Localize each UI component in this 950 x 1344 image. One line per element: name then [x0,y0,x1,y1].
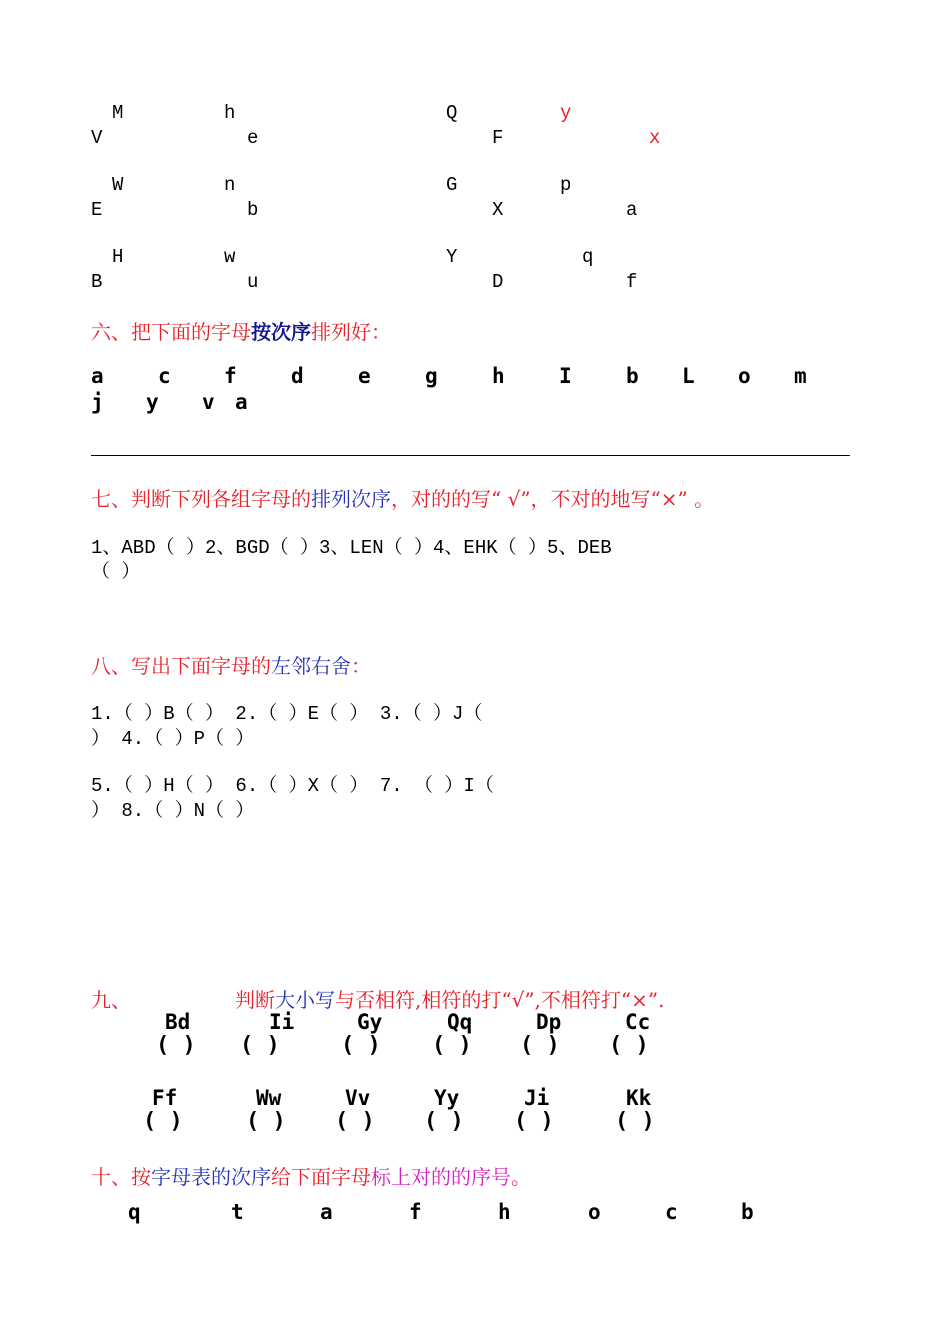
sort-letter: y [146,390,159,414]
grid-letter: Q [446,102,458,124]
section-8-title-part2: 左邻右舍 [271,654,351,678]
section-6-title [91,316,391,345]
section-10-title [91,1161,531,1190]
answer-parentheses: ( ) [335,1109,375,1134]
section-6-title-part1: 六、把下面的字母 [91,320,251,344]
sort-letter: a [91,364,104,388]
section-8-title [91,650,371,679]
sort-letter: g [425,364,438,388]
grid-letter: y [560,102,572,124]
grid-letter: f [626,271,638,293]
grid-letter: n [224,174,236,196]
section-8-title-part1: 八、写出下面字母的 [91,654,271,678]
order-letter: c [665,1200,678,1224]
order-letter: t [231,1200,244,1224]
grid-letter: b [247,199,259,221]
sort-letter: o [738,364,751,388]
letter-pair: Gy [357,1010,383,1034]
answer-parentheses: ( ) [609,1033,649,1058]
letter-pair: Qq [447,1010,473,1034]
letter-pair: Yy [434,1086,460,1110]
answer-parentheses: ( ) [143,1109,183,1134]
letter-pair: Cc [625,1010,651,1034]
grid-letter: Y [446,246,458,268]
sort-letter: m [794,364,807,388]
answer-parentheses: ( ) [520,1033,560,1058]
letter-pair: Ii [269,1010,295,1034]
section-10-title-part4: 标上对的的序号 [371,1165,511,1189]
section-9-title-part1: 判断 [235,988,275,1012]
section-10-title-part1: 十、按 [91,1165,151,1189]
grid-letter: q [582,246,594,268]
order-letter: o [588,1200,601,1224]
answer-parentheses: ( ) [246,1109,286,1134]
section-10-title-part3: 给下面字母 [271,1165,371,1189]
sort-letter: f [224,364,237,388]
section-6-title-part3: 排列好： [311,320,391,344]
grid-letter: h [224,102,236,124]
sort-letter: b [626,364,639,388]
sort-letter: h [492,364,505,388]
order-letter: h [498,1200,511,1224]
section-7-line1: 1、ABD（ ）2、BGD（ ）3、LEN（ ）4、EHK（ ）5、DEB [91,537,612,559]
section-10-title-part2: 字母表的次序 [151,1165,271,1189]
answer-parentheses: ( ) [424,1109,464,1134]
grid-letter: D [492,271,504,293]
letter-pair: Ff [152,1086,178,1110]
letter-pair: Vv [345,1086,371,1110]
grid-letter: M [112,102,124,124]
answer-parentheses: ( ) [432,1033,472,1058]
grid-letter: H [112,246,124,268]
grid-letter: w [224,246,236,268]
grid-letter: p [560,174,572,196]
answer-parentheses: ( ) [514,1109,554,1134]
grid-letter: V [91,127,103,149]
grid-letter: W [112,174,124,196]
letter-pair: Bd [165,1010,191,1034]
answer-parentheses: ( ) [156,1033,196,1058]
section-7-title [91,483,714,512]
answer-parentheses: ( ) [341,1033,381,1058]
grid-letter: G [446,174,458,196]
answer-line [91,455,850,456]
section-7-title-part2: 排列次序 [311,487,391,511]
grid-letter: x [649,127,661,149]
grid-letter: a [626,199,638,221]
section-9-title-part2: 大小写 [275,988,335,1012]
order-letter: a [320,1200,333,1224]
sort-letter: j [91,390,104,414]
sort-letter: e [358,364,371,388]
answer-parentheses: ( ) [615,1109,655,1134]
letter-pair: Kk [626,1086,652,1110]
letter-pair: Ww [256,1086,282,1110]
answer-parentheses: ( ) [240,1033,280,1058]
order-letter: b [741,1200,754,1224]
sort-letter: I [559,364,572,388]
section-7-title-part1: 七、判断下列各组字母的 [91,487,311,511]
grid-letter: X [492,199,504,221]
sort-letter: d [291,364,304,388]
section-8-title-part3: ： [351,654,371,678]
sort-letter: a [235,390,248,414]
section-6-title-part2: 按次序 [251,320,311,344]
order-letter: f [409,1200,422,1224]
grid-letter: B [91,271,103,293]
section-9-number: 九、 [91,988,131,1012]
order-letter: q [128,1200,141,1224]
letter-pair: Dp [536,1010,562,1034]
sort-letter: L [682,364,695,388]
grid-letter: e [247,127,259,149]
section-8-line1: 1.（ ）B（ ） 2.（ ）E（ ） 3.（ ）J（ [91,703,483,725]
letter-pair: Ji [524,1086,550,1110]
sort-letter: c [158,364,171,388]
section-10-title-part5: 。 [511,1165,531,1189]
section-8-line4: ） 8.（ ）N（ ） [91,800,255,822]
sort-letter: v [202,390,215,414]
section-7-title-part3: ，对的的写“ √”，不对的地写“×” 。 [391,487,715,511]
section-7-line2: （ ） [91,561,141,583]
section-9-title [91,984,664,1013]
grid-letter: E [91,199,103,221]
grid-letter: F [492,127,504,149]
section-9-title-part3: 与否相符,相符的打“√”,不相符打“×”. [335,988,665,1012]
grid-letter: u [247,271,259,293]
section-8-line3: 5.（ ）H（ ） 6.（ ）X（ ） 7. （ ）I（ [91,775,494,797]
section-8-line2: ） 4.（ ）P（ ） [91,728,255,750]
